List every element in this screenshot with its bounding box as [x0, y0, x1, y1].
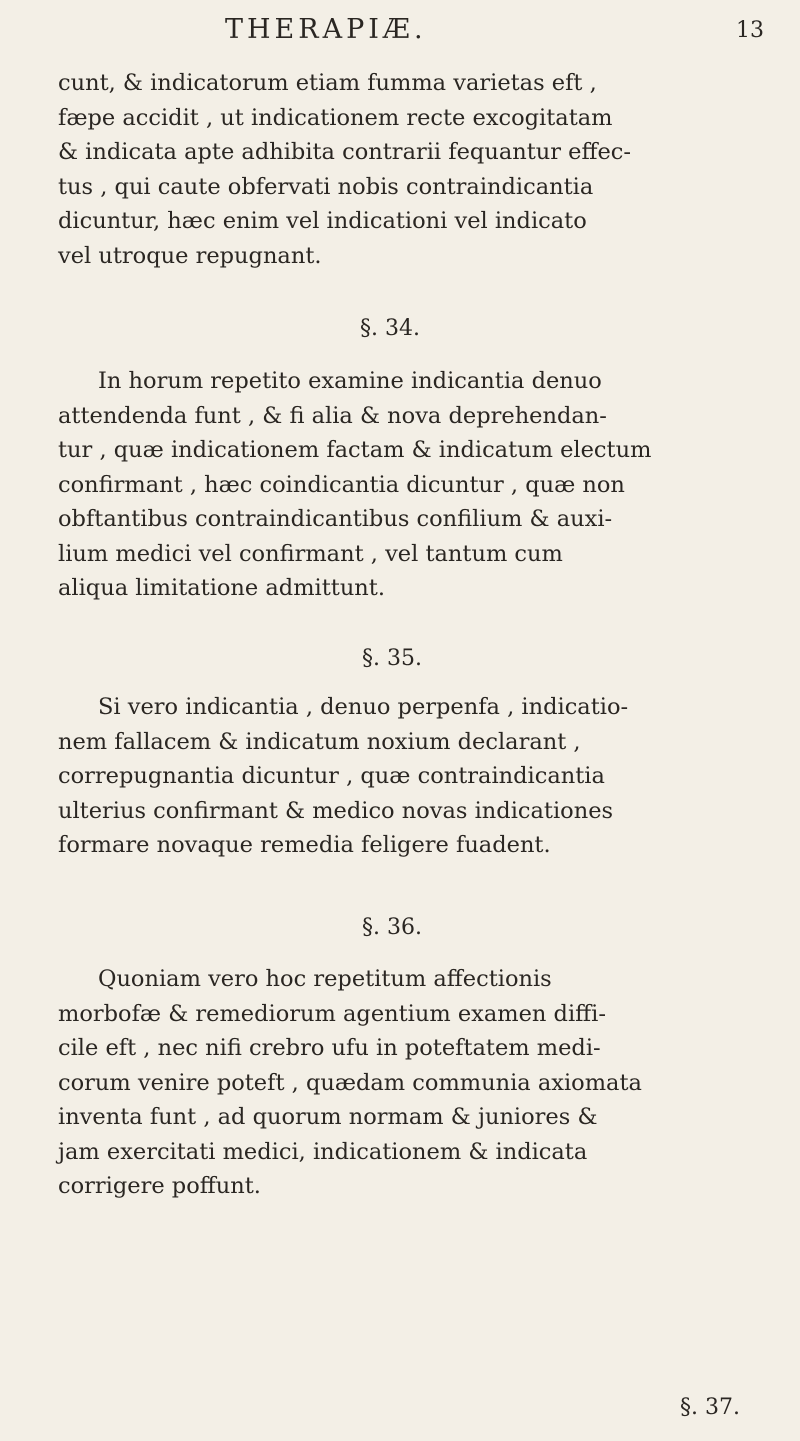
section-35-paragraph [58, 690, 764, 863]
text-line: vel utroque repugnant. [58, 242, 322, 269]
text-line: & indicata apte adhibita contrarii fequantur effec- [58, 139, 631, 165]
text-line: aliqua limitatione admittunt. [58, 575, 385, 601]
text-line: corrigere poffunt. [58, 1173, 261, 1199]
text-line: tus , qui caute obfervati nobis contraindicantia [58, 173, 594, 200]
catchword: §. 37. [680, 1395, 740, 1420]
text-line: corum venire poteft , quædam communia axiomata [58, 1069, 642, 1096]
running-title: THERAPIÆ. [225, 14, 427, 45]
text-line: Quoniam vero hoc repetitum affectionis [98, 966, 552, 992]
page-number: 13 [736, 18, 764, 43]
text-line: jam exercitati medici, indicationem & indicata [58, 1138, 588, 1165]
text-line: dicuntur, hæc enim vel indicationi vel indicato [58, 208, 587, 234]
text-line: formare novaque remedia feligere fuadent. [58, 832, 551, 858]
text-line: obftantibus contraindicantibus confilium & auxi- [58, 506, 613, 532]
text-line: tur , quæ indicationem factam & indicatum electum [58, 437, 652, 463]
text-line: cunt, & indicatorum etiam fumma varietas eft , [58, 70, 597, 96]
section-number-35: §. 35. [362, 646, 422, 671]
text-line: In horum repetito examine indicantia denuo [98, 368, 602, 394]
text-line: morbofæ & remediorum agentium examen diffi- [58, 1000, 606, 1027]
text-line: confirmant , hæc coindicantia dicuntur , quæ non [58, 471, 625, 498]
section-number-36: §. 36. [362, 915, 422, 940]
text-line: inventa funt , ad quorum normam & juniores & [58, 1104, 598, 1130]
text-line: cile eft , nec nifi crebro ufu in poteftatem medi- [58, 1035, 601, 1061]
text-line: attendenda funt , & fi alia & nova deprehendan- [58, 402, 607, 429]
text-line: lium medici vel confirmant , vel tantum cum [58, 540, 563, 567]
section-number-34: §. 34. [360, 316, 420, 341]
text-line: Si vero indicantia , denuo perpenfa , indicatio- [98, 694, 629, 720]
text-line: correpugnantia dicuntur , quæ contraindicantia [58, 763, 605, 789]
text-line: nem fallacem & indicatum noxium declarant , [58, 728, 581, 755]
section-34-paragraph [58, 364, 764, 606]
running-head [0, 14, 800, 54]
text-line: ulterius confirmant & medico novas indicationes [58, 797, 614, 824]
text-line: fæpe accidit , ut indicationem recte excogitatam [58, 104, 613, 131]
section-36-paragraph [58, 962, 764, 1204]
paragraph-continuation [58, 66, 764, 273]
